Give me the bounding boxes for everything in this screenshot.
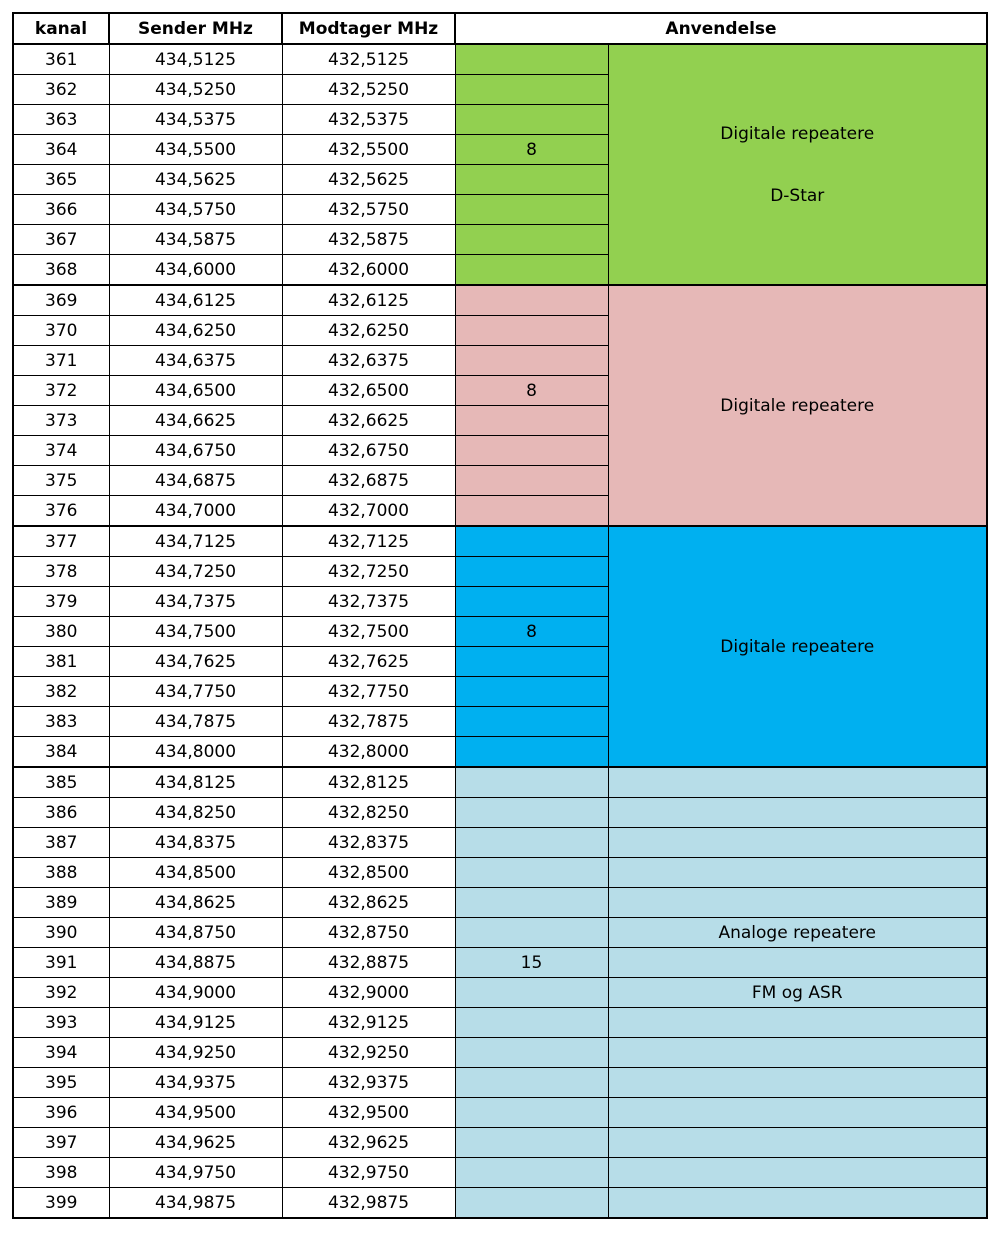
channel-count-cell	[455, 1128, 608, 1158]
modtager-cell: 432,7125	[282, 526, 455, 557]
channel-count-cell	[455, 75, 608, 105]
sender-cell: 434,7375	[109, 587, 282, 617]
kanal-cell: 367	[13, 225, 109, 255]
kanal-cell: 386	[13, 798, 109, 828]
modtager-cell: 432,9000	[282, 978, 455, 1008]
sender-cell: 434,5875	[109, 225, 282, 255]
sender-cell: 434,7000	[109, 496, 282, 527]
kanal-cell: 393	[13, 1008, 109, 1038]
sender-cell: 434,9750	[109, 1158, 282, 1188]
kanal-cell: 381	[13, 647, 109, 677]
kanal-cell: 368	[13, 255, 109, 286]
modtager-cell: 432,9875	[282, 1188, 455, 1219]
channel-count-cell	[455, 346, 608, 376]
channel-count-cell	[455, 918, 608, 948]
channel-count-cell	[455, 1158, 608, 1188]
modtager-cell: 432,9375	[282, 1068, 455, 1098]
kanal-cell: 366	[13, 195, 109, 225]
table-row	[13, 1038, 987, 1068]
channel-count-cell	[455, 978, 608, 1008]
header-sender: Sender MHz	[109, 13, 282, 44]
modtager-cell: 432,7750	[282, 677, 455, 707]
modtager-cell: 432,9125	[282, 1008, 455, 1038]
modtager-cell: 432,9625	[282, 1128, 455, 1158]
table-row	[13, 948, 987, 978]
table-row	[13, 1158, 987, 1188]
modtager-cell: 432,9250	[282, 1038, 455, 1068]
kanal-cell: 364	[13, 135, 109, 165]
usage-cell	[608, 285, 987, 526]
kanal-cell: 385	[13, 767, 109, 798]
modtager-cell: 432,5875	[282, 225, 455, 255]
sender-cell: 434,5625	[109, 165, 282, 195]
table-row	[13, 798, 987, 828]
modtager-cell: 432,5750	[282, 195, 455, 225]
kanal-cell: 371	[13, 346, 109, 376]
modtager-cell: 432,6750	[282, 436, 455, 466]
kanal-cell: 387	[13, 828, 109, 858]
sender-cell: 434,6000	[109, 255, 282, 286]
kanal-cell: 388	[13, 858, 109, 888]
modtager-cell: 432,8500	[282, 858, 455, 888]
modtager-cell: 432,6125	[282, 285, 455, 316]
table-row	[13, 888, 987, 918]
modtager-cell: 432,5625	[282, 165, 455, 195]
channel-count-cell	[455, 647, 608, 677]
modtager-cell: 432,8875	[282, 948, 455, 978]
kanal-cell: 398	[13, 1158, 109, 1188]
sender-cell: 434,7125	[109, 526, 282, 557]
modtager-cell: 432,7500	[282, 617, 455, 647]
kanal-cell: 362	[13, 75, 109, 105]
kanal-cell: 379	[13, 587, 109, 617]
modtager-cell: 432,6250	[282, 316, 455, 346]
sender-cell: 434,6500	[109, 376, 282, 406]
modtager-cell: 432,7875	[282, 707, 455, 737]
sender-cell: 434,8125	[109, 767, 282, 798]
sender-cell: 434,6375	[109, 346, 282, 376]
modtager-cell: 432,9750	[282, 1158, 455, 1188]
channel-count-cell	[455, 1038, 608, 1068]
sender-cell: 434,8625	[109, 888, 282, 918]
channel-count-cell	[455, 888, 608, 918]
usage-cell	[608, 1188, 987, 1219]
sender-cell: 434,9000	[109, 978, 282, 1008]
modtager-cell: 432,6500	[282, 376, 455, 406]
channel-count-cell	[455, 466, 608, 496]
kanal-cell: 378	[13, 557, 109, 587]
sender-cell: 434,9375	[109, 1068, 282, 1098]
channel-count-cell: 8	[455, 376, 608, 406]
sender-cell: 434,9250	[109, 1038, 282, 1068]
channel-count-cell	[455, 828, 608, 858]
kanal-cell: 389	[13, 888, 109, 918]
kanal-cell: 392	[13, 978, 109, 1008]
header-anvendelse: Anvendelse	[455, 13, 987, 44]
kanal-cell: 376	[13, 496, 109, 527]
sender-cell: 434,6125	[109, 285, 282, 316]
kanal-cell: 384	[13, 737, 109, 768]
usage-cell	[608, 44, 987, 285]
usage-cell: FM og ASR	[608, 978, 987, 1008]
table-row	[13, 1128, 987, 1158]
table-row	[13, 1068, 987, 1098]
channel-count-cell	[455, 285, 608, 316]
table-row	[13, 858, 987, 888]
modtager-cell: 432,6000	[282, 255, 455, 286]
modtager-cell: 432,8375	[282, 828, 455, 858]
usage-cell	[608, 1068, 987, 1098]
kanal-cell: 372	[13, 376, 109, 406]
kanal-cell: 375	[13, 466, 109, 496]
modtager-cell: 432,8750	[282, 918, 455, 948]
sender-cell: 434,5250	[109, 75, 282, 105]
sender-cell: 434,7750	[109, 677, 282, 707]
modtager-cell: 432,9500	[282, 1098, 455, 1128]
modtager-cell: 432,7000	[282, 496, 455, 527]
modtager-cell: 432,7375	[282, 587, 455, 617]
channel-count-cell: 15	[455, 948, 608, 978]
usage-text: Digitale repeatere	[720, 395, 875, 416]
channel-count-cell	[455, 1008, 608, 1038]
modtager-cell: 432,6875	[282, 466, 455, 496]
channel-count-cell	[455, 557, 608, 587]
modtager-cell: 432,7250	[282, 557, 455, 587]
header-kanal: kanal	[13, 13, 109, 44]
channel-count-cell	[455, 677, 608, 707]
usage-cell	[608, 526, 987, 767]
kanal-cell: 391	[13, 948, 109, 978]
channel-table	[12, 12, 988, 1219]
usage-text: Digitale repeatere	[720, 636, 875, 657]
kanal-cell: 365	[13, 165, 109, 195]
channel-count-cell	[455, 587, 608, 617]
channel-count-cell	[455, 496, 608, 527]
sender-cell: 434,7625	[109, 647, 282, 677]
table-row	[13, 285, 987, 316]
table-row	[13, 828, 987, 858]
sender-cell: 434,8000	[109, 737, 282, 768]
channel-count-cell: 8	[455, 617, 608, 647]
sender-cell: 434,5375	[109, 105, 282, 135]
channel-count-cell	[455, 798, 608, 828]
channel-count-cell	[455, 44, 608, 75]
table-row	[13, 526, 987, 557]
modtager-cell: 432,6625	[282, 406, 455, 436]
kanal-cell: 380	[13, 617, 109, 647]
sender-cell: 434,9875	[109, 1188, 282, 1219]
sender-cell: 434,5500	[109, 135, 282, 165]
channel-count-cell: 8	[455, 135, 608, 165]
modtager-cell: 432,8625	[282, 888, 455, 918]
usage-text: D-Star	[770, 185, 825, 206]
header-modtager: Modtager MHz	[282, 13, 455, 44]
table-row	[13, 1188, 987, 1219]
usage-cell	[608, 1128, 987, 1158]
sender-cell: 434,7875	[109, 707, 282, 737]
sender-cell: 434,8500	[109, 858, 282, 888]
sender-cell: 434,9625	[109, 1128, 282, 1158]
sender-cell: 434,8250	[109, 798, 282, 828]
channel-count-cell	[455, 707, 608, 737]
modtager-cell: 432,5125	[282, 44, 455, 75]
kanal-cell: 373	[13, 406, 109, 436]
modtager-cell: 432,5375	[282, 105, 455, 135]
table-row	[13, 978, 987, 1008]
table-row	[13, 1008, 987, 1038]
channel-count-cell	[455, 316, 608, 346]
usage-cell	[608, 858, 987, 888]
kanal-cell: 377	[13, 526, 109, 557]
channel-count-cell	[455, 105, 608, 135]
usage-cell	[608, 798, 987, 828]
table-body	[13, 44, 987, 1218]
table-row	[13, 767, 987, 798]
channel-count-cell	[455, 737, 608, 768]
channel-count-cell	[455, 1188, 608, 1219]
sender-cell: 434,7250	[109, 557, 282, 587]
kanal-cell: 374	[13, 436, 109, 466]
usage-cell	[608, 767, 987, 798]
modtager-cell: 432,8125	[282, 767, 455, 798]
kanal-cell: 399	[13, 1188, 109, 1219]
channel-count-cell	[455, 406, 608, 436]
modtager-cell: 432,8250	[282, 798, 455, 828]
sender-cell: 434,5125	[109, 44, 282, 75]
modtager-cell: 432,8000	[282, 737, 455, 768]
channel-count-cell	[455, 526, 608, 557]
sender-cell: 434,6875	[109, 466, 282, 496]
usage-cell: Analoge repeatere	[608, 918, 987, 948]
table-row	[13, 44, 987, 75]
sender-cell: 434,7500	[109, 617, 282, 647]
usage-cell	[608, 948, 987, 978]
sender-cell: 434,6750	[109, 436, 282, 466]
usage-cell	[608, 1038, 987, 1068]
channel-count-cell	[455, 255, 608, 286]
modtager-cell: 432,6375	[282, 346, 455, 376]
channel-count-cell	[455, 1098, 608, 1128]
sender-cell: 434,8375	[109, 828, 282, 858]
channel-count-cell	[455, 195, 608, 225]
channel-count-cell	[455, 767, 608, 798]
usage-cell	[608, 1158, 987, 1188]
usage-cell	[608, 828, 987, 858]
sender-cell: 434,8875	[109, 948, 282, 978]
kanal-cell: 395	[13, 1068, 109, 1098]
modtager-cell: 432,7625	[282, 647, 455, 677]
kanal-cell: 394	[13, 1038, 109, 1068]
sender-cell: 434,9125	[109, 1008, 282, 1038]
kanal-cell: 397	[13, 1128, 109, 1158]
channel-count-cell	[455, 1068, 608, 1098]
kanal-cell: 369	[13, 285, 109, 316]
usage-cell	[608, 1008, 987, 1038]
channel-count-cell	[455, 225, 608, 255]
kanal-cell: 390	[13, 918, 109, 948]
channel-count-cell	[455, 858, 608, 888]
sender-cell: 434,8750	[109, 918, 282, 948]
kanal-cell: 382	[13, 677, 109, 707]
kanal-cell: 396	[13, 1098, 109, 1128]
modtager-cell: 432,5250	[282, 75, 455, 105]
usage-text: Digitale repeatere	[720, 123, 875, 144]
modtager-cell: 432,5500	[282, 135, 455, 165]
table-row	[13, 1098, 987, 1128]
channel-count-cell	[455, 165, 608, 195]
sender-cell: 434,6250	[109, 316, 282, 346]
kanal-cell: 363	[13, 105, 109, 135]
usage-cell	[608, 888, 987, 918]
kanal-cell: 383	[13, 707, 109, 737]
sender-cell: 434,6625	[109, 406, 282, 436]
kanal-cell: 361	[13, 44, 109, 75]
table-row	[13, 918, 987, 948]
usage-cell	[608, 1098, 987, 1128]
sender-cell: 434,9500	[109, 1098, 282, 1128]
sender-cell: 434,5750	[109, 195, 282, 225]
channel-count-cell	[455, 436, 608, 466]
header-row	[13, 13, 987, 44]
kanal-cell: 370	[13, 316, 109, 346]
